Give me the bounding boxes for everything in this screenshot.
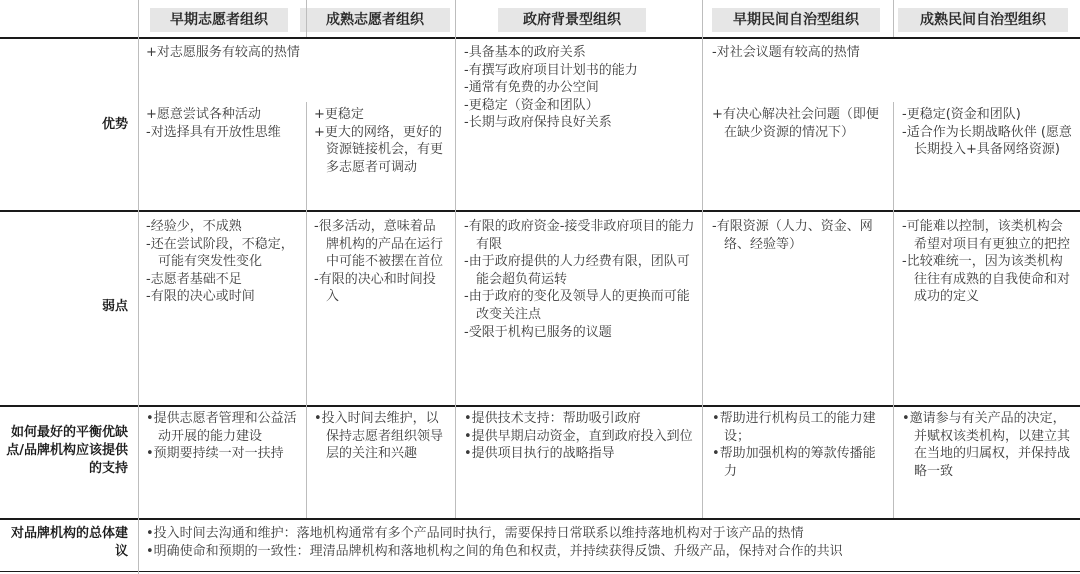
advantages-mature-civil bbox=[902, 106, 1074, 159]
list-item: -由于政府提供的人力经费有限，团队可能会超负荷运转 bbox=[464, 254, 690, 287]
list-item: -通常有免费的办公空间 bbox=[464, 80, 599, 96]
list-item: -长期与政府保持良好关系 bbox=[464, 115, 612, 131]
list-item: -有限的决心和时间投入 bbox=[314, 271, 436, 305]
list-item: -适合作为长期战略伙伴 (愿意长期投入+具备网络资源) bbox=[902, 124, 1072, 158]
list-item: -比较难统一，因为该类机构往往有成熟的自我使命和对成功的定义 bbox=[902, 254, 1071, 305]
weaknesses-early-civil bbox=[712, 218, 882, 253]
list-item: -有限的政府资金-接受非政府项目的能力有限 bbox=[464, 219, 695, 252]
divider-weaknesses bbox=[0, 405, 1080, 407]
list-item: •明确使命和预期的一致性：理清品牌机构和落地机构之间的角色和权责，并持续获得反馈、升级产品，保持对合作的共识 bbox=[146, 543, 843, 559]
row-label-weaknesses: 弱点 bbox=[101, 299, 128, 314]
balance-government bbox=[464, 410, 696, 463]
list-item: +更稳定 bbox=[314, 107, 364, 122]
row-label-overall: 对品牌机构的总体建议 bbox=[10, 526, 128, 559]
balance-mature-volunteer bbox=[314, 410, 446, 463]
list-item: •帮助进行机构员工的能力建设； bbox=[712, 411, 876, 444]
list-item: -更稳定（资金和团队） bbox=[464, 97, 599, 113]
divider-balance bbox=[0, 518, 1080, 520]
weaknesses-early-volunteer bbox=[146, 218, 298, 306]
balance-early-civil bbox=[712, 410, 882, 480]
divider-advantages bbox=[0, 210, 1080, 212]
list-item: +愿意尝试各种活动 bbox=[146, 107, 261, 122]
column-separator bbox=[702, 0, 703, 518]
weaknesses-mature-civil bbox=[902, 218, 1074, 306]
list-item: •提供技术支持：帮助吸引政府 bbox=[464, 411, 641, 426]
row-label-balance: 如何最好的平衡优缺点/品牌机构应该提供的支持 bbox=[6, 425, 128, 476]
balance-early-volunteer bbox=[146, 410, 298, 463]
header-government: 政府背景型组织 bbox=[498, 8, 646, 32]
list-item: +对志愿服务有较高的热情 bbox=[146, 45, 300, 60]
divider-header bbox=[0, 37, 1080, 39]
list-item: •邀请参与有关产品的决定，并赋权该类机构，以建立其在当地的归属权，并保持战略一致 bbox=[902, 411, 1071, 479]
column-separator bbox=[455, 0, 456, 518]
list-item: +有决心解决社会问题（即便在缺少资源的情况下） bbox=[712, 107, 879, 140]
column-separator bbox=[306, 0, 307, 37]
list-item: •提供项目执行的战略指导 bbox=[464, 446, 615, 462]
header-early-civil: 早期民间自治型组织 bbox=[712, 8, 880, 32]
list-item: -志愿者基础不足 bbox=[146, 271, 242, 287]
list-item: -具备基本的政府关系 bbox=[464, 45, 586, 60]
list-item: •提供早期启动资金，直到政府投入到位 bbox=[464, 428, 693, 444]
column-separator bbox=[893, 102, 894, 518]
list-item: •投入时间去沟通和维护：落地机构通常有多个产品同时执行，需要保持日常联系以维持落地机构对于该产品的热情 bbox=[146, 526, 804, 541]
column-separator bbox=[893, 0, 894, 37]
balance-mature-civil bbox=[902, 410, 1074, 480]
advantages-volunteer-shared bbox=[146, 44, 446, 62]
overall-recommendations bbox=[146, 525, 1076, 560]
list-item: •预期要持续一对一扶持 bbox=[146, 446, 284, 462]
divider-bottom bbox=[0, 571, 1080, 572]
list-item: -还在尝试阶段，不稳定，可能有突发性变化 bbox=[146, 236, 294, 270]
header-early-volunteer: 早期志愿者组织 bbox=[150, 8, 288, 32]
list-item: -经验少，不成熟 bbox=[146, 219, 242, 234]
list-item: -对选择具有开放性思维 bbox=[146, 124, 281, 140]
header-mature-volunteer: 成熟志愿者组织 bbox=[300, 8, 450, 32]
list-item: -受限于机构已服务的议题 bbox=[464, 324, 612, 340]
advantages-government bbox=[464, 44, 694, 132]
row-label-advantages: 优势 bbox=[101, 117, 128, 132]
list-item: -有限资源（人力、资金、网络、经验等） bbox=[712, 219, 873, 252]
header-mature-civil: 成熟民间自治型组织 bbox=[898, 8, 1068, 32]
list-item: -对社会议题有较高的热情 bbox=[712, 45, 860, 60]
list-item: +更大的网络，更好的资源链接机会，有更多志愿者可调动 bbox=[314, 124, 444, 175]
list-item: •投入时间去维护，以保持志愿者组织领导层的关注和兴趣 bbox=[314, 411, 444, 462]
list-item: •帮助加强机构的筹款传播能力 bbox=[712, 446, 876, 479]
weaknesses-government bbox=[464, 218, 696, 341]
column-separator bbox=[306, 102, 307, 518]
list-item: -有撰写政府项目计划书的能力 bbox=[464, 62, 638, 78]
advantages-mature-volunteer bbox=[314, 106, 444, 176]
list-item: -更稳定(资金和团队) bbox=[902, 107, 1021, 122]
weaknesses-mature-volunteer bbox=[314, 218, 444, 306]
list-item: -很多活动，意味着品牌机构的产品在运行中可能不被摆在首位 bbox=[314, 219, 444, 270]
advantages-early-civil bbox=[712, 106, 882, 141]
list-item: •提供志愿者管理和公益活动开展的能力建设 bbox=[146, 411, 297, 444]
advantages-early-volunteer bbox=[146, 106, 298, 141]
list-item: -有限的决心或时间 bbox=[146, 289, 255, 305]
advantages-civil-shared bbox=[712, 44, 1062, 62]
column-separator bbox=[138, 0, 139, 574]
list-item: -可能难以控制，该类机构会希望对项目有更独立的把控 bbox=[902, 219, 1071, 252]
list-item: -由于政府的变化及领导人的更换而可能改变关注点 bbox=[464, 289, 690, 322]
